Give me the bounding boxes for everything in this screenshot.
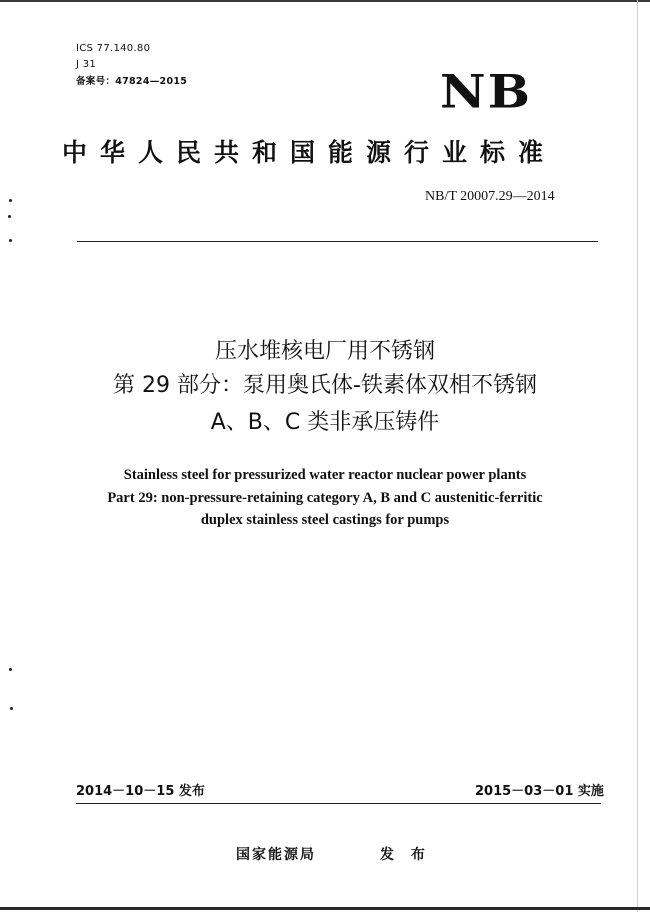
issue-label: 发 布	[380, 847, 431, 863]
scan-border-bottom	[0, 907, 650, 910]
header-divider	[77, 241, 598, 242]
issue-date: 2014－10－15 发布	[76, 784, 205, 799]
title-cn-line-2: 第 29 部分：泵用奥氏体-铁素体双相不锈钢	[113, 373, 537, 398]
ccs-code: J 31	[76, 59, 97, 70]
ics-code: ICS 77.140.80	[76, 43, 151, 54]
scan-speck	[10, 707, 13, 710]
scan-speck	[8, 215, 11, 218]
scan-speck	[9, 239, 12, 242]
title-cn-line-3: A、B、C 类非承压铸件	[210, 410, 440, 435]
title-en-line-1: Stainless steel for pressurized water reactor nuclear power plants	[123, 467, 527, 483]
implementation-date: 2015－03－01 实施	[475, 784, 604, 799]
standard-number: NB/T 20007.29—2014	[425, 189, 555, 204]
title-cn-line-1: 压水堆核电厂用不锈钢	[214, 339, 435, 364]
issuing-authority: 国家能源局	[236, 847, 316, 863]
scan-border-right	[637, 0, 638, 912]
record-number: 备案号：47824—2015	[76, 76, 188, 87]
nb-logo: NB	[440, 64, 532, 119]
scan-speck	[9, 668, 12, 671]
scan-border-top	[0, 0, 650, 2]
standard-type-heading: 中华人民共和国能源行业标准	[62, 138, 557, 167]
title-en-line-3: duplex stainless steel castings for pumps	[200, 512, 450, 528]
footer-divider	[76, 803, 601, 804]
title-en-line-2: Part 29: non-pressure-retaining category A, B and C austenitic-ferritic	[107, 490, 543, 506]
scan-speck	[9, 199, 12, 202]
